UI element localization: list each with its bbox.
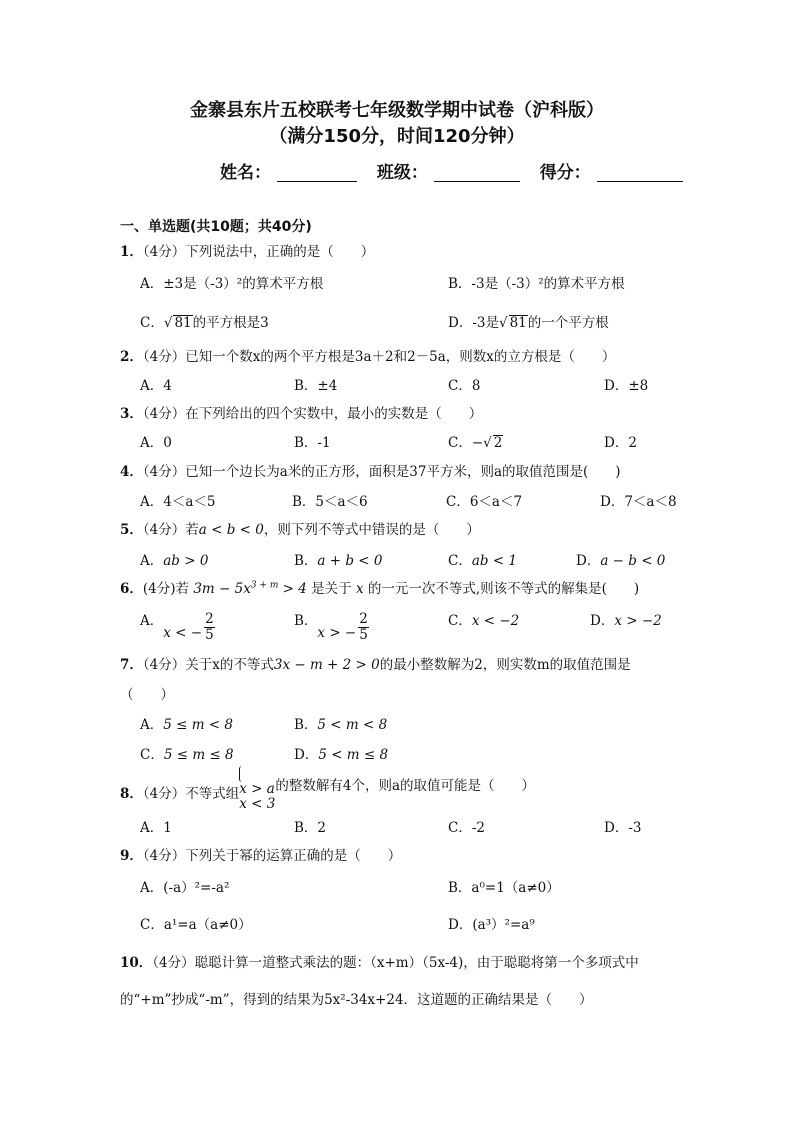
question-text: （4分）聪聪计算一道整式乘法的题：（x+m）（5x-4)，由于聪聪将第一个多项式中 <box>152 955 639 971</box>
q9-option-b[interactable]: B．a⁰=1（a≠0） <box>448 880 560 896</box>
numerator: 2 <box>359 611 368 627</box>
radicand: 81 <box>509 315 527 331</box>
question-4 <box>120 460 621 480</box>
question-number: 4． <box>120 464 143 480</box>
option-prefix: D． <box>576 553 601 569</box>
q7-option-a[interactable] <box>140 713 233 733</box>
q7-option-b[interactable] <box>294 713 387 733</box>
score-label: 得分： <box>539 163 591 183</box>
question-text: （4分）关于x的不等式 <box>142 657 274 673</box>
question-text: （4分）在下列给出的四个实数中，最小的实数是（ ） <box>142 406 483 422</box>
q8-option-c[interactable]: C．-2 <box>448 820 485 836</box>
question-number: 6． <box>120 581 143 597</box>
q4-option-b[interactable]: B．5＜a＜6 <box>292 494 368 510</box>
q9-option-a[interactable]: A．(-a）²=-a² <box>140 880 230 896</box>
question-number: 5． <box>120 522 143 538</box>
radicand: 2 <box>493 435 503 451</box>
q1-option-c[interactable] <box>140 311 269 331</box>
question-text: （4分）已知一个边长为a米的正方形，面积是37平方米，则a的取值范围是( ) <box>142 464 621 480</box>
q5-option-d[interactable] <box>576 549 665 569</box>
q5-option-a[interactable] <box>140 549 208 569</box>
question-text: （4分）若 <box>142 522 199 538</box>
q6-option-b[interactable] <box>294 606 369 643</box>
question-8 <box>120 766 535 812</box>
question-number: 3． <box>120 406 143 422</box>
q2-option-a[interactable]: A．4 <box>140 378 172 394</box>
option-prefix: A． <box>140 553 164 569</box>
option-math: 5 ≤ m ≤ 8 <box>163 747 234 763</box>
radicand: 81 <box>174 315 192 331</box>
sqrt-sign: √ <box>483 435 492 451</box>
class-label: 班级： <box>376 163 428 183</box>
q5-option-b[interactable] <box>294 549 383 569</box>
q6-option-d[interactable] <box>590 609 662 629</box>
option-math: x > − <box>317 625 357 641</box>
q2-option-b[interactable]: B．±4 <box>294 378 338 394</box>
denominator: 5 <box>205 627 214 643</box>
name-blank[interactable] <box>277 163 357 182</box>
q4-option-d[interactable]: D．7＜a＜8 <box>600 494 677 510</box>
question-text: （4分）不等式组 <box>142 785 240 802</box>
option-prefix: B． <box>294 613 318 629</box>
option-text: 的一个平方根 <box>527 315 609 331</box>
variable: x <box>355 581 364 597</box>
option-math: x > −2 <box>614 613 662 629</box>
option-prefix: B． <box>294 717 318 733</box>
q8-option-a[interactable]: A．1 <box>140 820 172 836</box>
question-6 <box>120 577 639 597</box>
question-number: 8． <box>120 785 143 802</box>
question-number: 9． <box>120 848 143 864</box>
q6-option-a[interactable] <box>140 606 215 643</box>
q7-option-c[interactable] <box>140 743 234 763</box>
fraction <box>204 612 215 643</box>
option-math: ab > 0 <box>163 553 209 569</box>
q3-option-b[interactable]: B．-1 <box>294 435 331 451</box>
question-7-line2: （ ） <box>120 687 174 703</box>
question-text: 是关于 <box>306 581 356 597</box>
q7-option-d[interactable] <box>294 743 388 763</box>
name-label: 姓名： <box>220 163 271 183</box>
class-blank[interactable] <box>434 163 520 182</box>
sqrt-sign: √ <box>498 315 508 331</box>
option-text: 的平方根是3 <box>192 315 269 331</box>
question-2 <box>120 345 615 365</box>
q2-option-d[interactable]: D．±8 <box>604 378 649 394</box>
q8-option-b[interactable]: B．2 <box>294 820 327 836</box>
option-prefix: D． <box>590 613 615 629</box>
option-prefix: C． <box>448 553 472 569</box>
exam-title: 金寨县东片五校联考七年级数学期中试卷（沪科版） <box>190 100 604 121</box>
sqrt-sign: √ <box>163 315 173 331</box>
question-text: 的整数解有4个，则a的取值可能是（ ） <box>275 777 535 794</box>
question-10 <box>120 951 639 971</box>
q1-option-d[interactable] <box>448 311 609 331</box>
question-1 <box>120 240 374 260</box>
option-math: a + b < 0 <box>317 553 383 569</box>
q3-option-c[interactable] <box>448 431 503 451</box>
question-text: （4分）下列说法中，正确的是（ ） <box>142 244 375 260</box>
option-math: x < −2 <box>471 613 520 629</box>
question-5 <box>120 518 480 538</box>
question-text: （4分）下列关于幂的运算正确的是（ ） <box>142 848 402 864</box>
question-number: 10． <box>120 955 153 971</box>
inequality-math: 3m − 5x <box>193 581 251 597</box>
q3-option-a[interactable]: A．0 <box>140 435 172 451</box>
option-math: 5 ≤ m < 8 <box>163 717 234 733</box>
question-text: 的最小整数解为2，则实数m的取值范围是 <box>379 657 631 673</box>
q5-option-c[interactable] <box>448 549 517 569</box>
q4-option-c[interactable]: C．6＜a＜7 <box>446 494 523 510</box>
score-blank[interactable] <box>597 163 683 182</box>
numerator: 2 <box>205 611 214 627</box>
exam-subtitle: （满分150分，时间120分钟） <box>269 126 525 147</box>
question-3 <box>120 402 482 422</box>
option-prefix: D． <box>294 747 319 763</box>
question-text: ，则下列不等式中错误的是（ ） <box>263 522 480 538</box>
q4-option-a[interactable]: A．4＜a＜5 <box>140 494 216 510</box>
option-math: 5 < m ≤ 8 <box>318 747 389 763</box>
exponent: 3 + m <box>250 580 279 591</box>
question-number: 7． <box>120 657 143 673</box>
question-10-line2: 的“+m”抄成“-m”，得到的结果为5x²-34x+24．这道题的正确结果是（ ） <box>120 992 593 1008</box>
fraction <box>358 612 369 643</box>
option-prefix: D．-3是 <box>448 315 499 331</box>
option-prefix: C． <box>448 613 472 629</box>
question-number: 1． <box>120 244 143 260</box>
option-prefix: A． <box>140 613 164 629</box>
system-line-2: x < 3 <box>239 796 276 812</box>
option-math: a − b < 0 <box>600 553 666 569</box>
q3-option-d[interactable]: D．2 <box>604 435 637 451</box>
question-9 <box>120 844 401 864</box>
student-info-row <box>220 158 697 183</box>
option-prefix: C．− <box>448 435 484 451</box>
question-text: 的一元一次不等式,则该不等式的解集是( ) <box>363 581 640 597</box>
option-prefix: C． <box>140 315 164 331</box>
option-math: x < − <box>163 625 203 641</box>
inequality-math: > 4 <box>278 581 307 597</box>
option-prefix: B． <box>294 553 318 569</box>
option-prefix: A． <box>140 717 164 733</box>
q9-option-c[interactable]: C．a¹=a（a≠0） <box>140 917 252 933</box>
q1-option-a[interactable]: A．±3是（-3）²的算术平方根 <box>140 276 324 292</box>
option-math: 5 < m < 8 <box>317 717 388 733</box>
q1-option-b[interactable]: B．-3是（-3）²的算术平方根 <box>448 276 625 292</box>
section-title: 一、单选题(共10题；共40分) <box>120 219 312 235</box>
q9-option-d[interactable]: D．(a³）²=a⁹ <box>448 917 535 933</box>
question-text: （4分）已知一个数x的两个平方根是3a＋2和2－5a，则数x的立方根是（ ） <box>142 349 616 365</box>
q6-option-c[interactable] <box>448 609 519 629</box>
q8-option-d[interactable]: D．-3 <box>604 820 642 836</box>
option-math: ab < 1 <box>471 553 518 569</box>
question-7 <box>120 653 631 673</box>
option-prefix: C． <box>140 747 164 763</box>
condition-math: a < b < 0 <box>198 522 264 538</box>
denominator: 5 <box>359 627 368 643</box>
question-text: (4分)若 <box>142 581 194 597</box>
question-number: 2． <box>120 349 143 365</box>
inequality-math: 3x − m + 2 > 0 <box>273 657 380 673</box>
q2-option-c[interactable]: C．8 <box>448 378 481 394</box>
system-line-1: x > a <box>239 781 275 797</box>
inequality-system <box>239 766 275 812</box>
